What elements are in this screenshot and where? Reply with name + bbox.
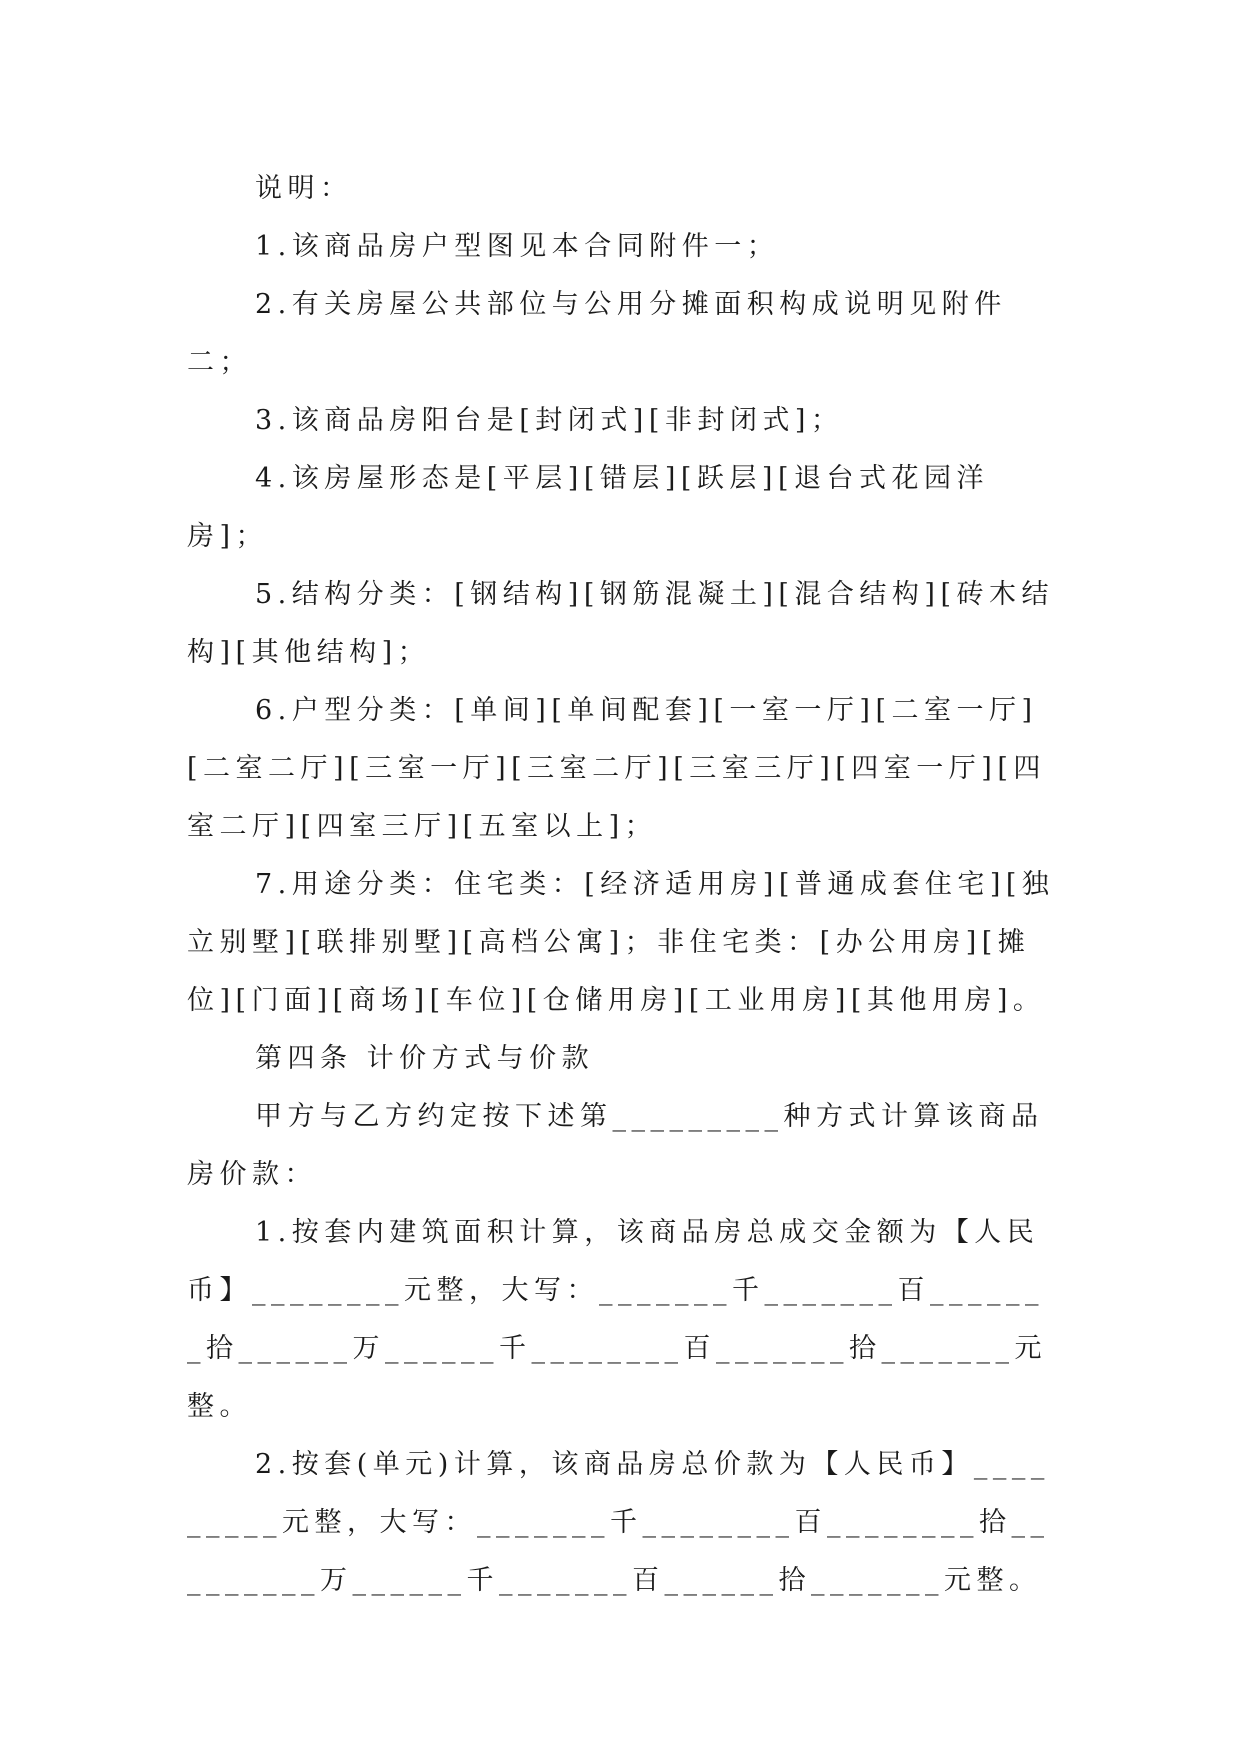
pricing-method-intro: 甲方与乙方约定按下述第_________种方式计算该商品房价款： bbox=[187, 1101, 1044, 1190]
note-item-1: 1.该商品房户型图见本合同附件一； bbox=[255, 231, 780, 262]
pricing-method-1: 1.按套内建筑面积计算，该商品房总成交金额为【人民币】________元整，大写：_______千_______百_______拾______万______千________百_______拾_______元整。 bbox=[187, 1217, 1047, 1422]
document-body bbox=[187, 160, 1055, 1610]
note-item-7: 7.用途分类：住宅类：[经济适用房][普通成套住宅][独立别墅][联排别墅][高档公寓]；非住宅类：[办公用房][摊位][门面][商场][车位][仓储用房][工业用房][其他用房]。 bbox=[187, 869, 1055, 1016]
note-item-6: 6.户型分类：[单间][单间配套][一室一厅][二室一厅][二室二厅][三室一厅][三室二厅][三室三厅][四室一厅][四室二厅][四室三厅][五室以上]； bbox=[187, 695, 1046, 842]
note-item-3: 3.该商品房阳台是[封闭式][非封闭式]； bbox=[255, 405, 844, 436]
article-4-heading: 第四条 计价方式与价款 bbox=[255, 1043, 595, 1074]
note-item-2: 2.有关房屋公共部位与公用分摊面积构成说明见附件二； bbox=[187, 289, 1007, 378]
note-item-4: 4.该房屋形态是[平层][错层][跃层][退台式花园洋房]； bbox=[187, 463, 989, 552]
pricing-method-2: 2.按套(单元)计算，该商品房总价款为【人民币】_________元整，大写：_______千________百________拾_________万______千_______百______拾_______元整。 bbox=[187, 1449, 1050, 1596]
note-item-5: 5.结构分类：[钢结构][钢筋混凝土][混合结构][砖木结构][其他结构]； bbox=[187, 579, 1054, 668]
notes-heading: 说明： bbox=[255, 173, 353, 204]
